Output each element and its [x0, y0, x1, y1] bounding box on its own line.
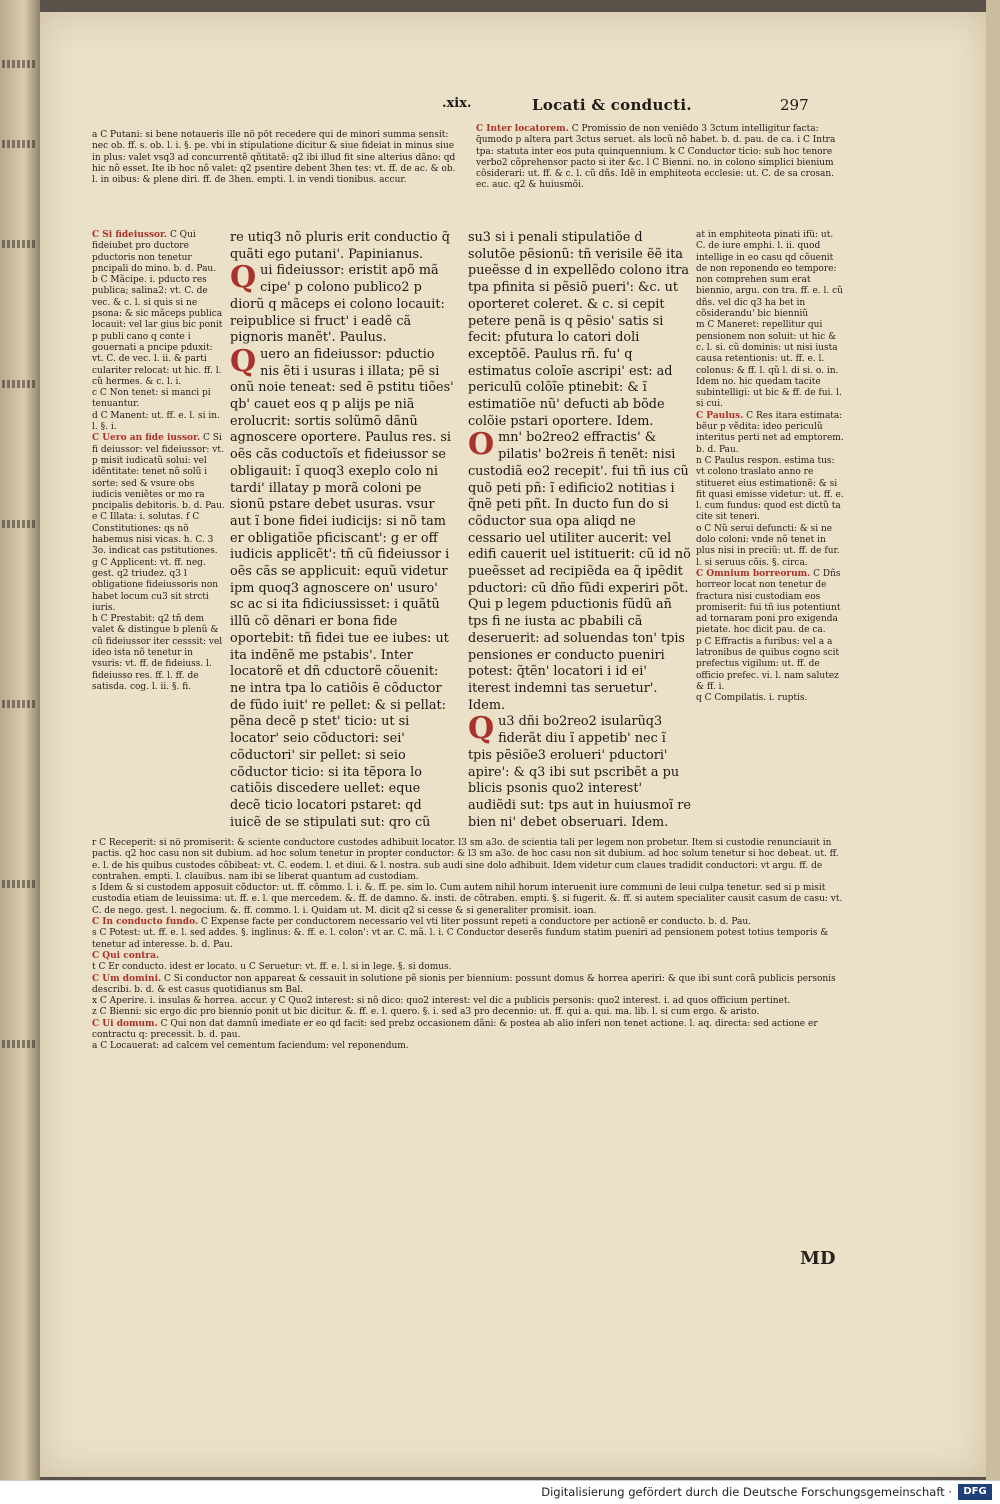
gloss-note: [92, 928, 844, 951]
gloss-text: o C Nũ serui defuncti: & si ne dolo coloni: vnde nõ tenet in plus nisi in preciũ: ut. ff. de fur. l. si seruus cõis. §. circa.: [696, 523, 840, 568]
gloss-note: [696, 456, 844, 524]
rubricated-initial: Q: [230, 260, 257, 296]
gloss-paragraph: C Promissio de non veniẽdo 3 3ctum intelligitur facta: q̃umodo p altera part 3ctus seruet. als locũ nõ habet. b. d. pau. de ca. i C Intra tpa: statuta inter eos puta quinquennium. k C Conductor ticio: sub hoc tenore verbo2 cõprehensor pacto si iter &c. l C Bienni. no. in colono simplici bienium cõsiderari: ut. ff. & c. l. cũ dñs. Idẽ in emphiteota ecclesie: ut. C. de sa crosan. ec. auc. q2 & huiusmõi.: [476, 124, 836, 191]
gloss-note: [92, 558, 226, 614]
main-paragraph-text: uero an fideiussor: pductio nis ẽti i usuras i illata; pẽ si onũ noie teneat: sed ẽ pstitu tiões' qb' cauet eos q p alijs pe niã erolucrit: sortis solũmõ dãnũ agnoscere oportere. Paulus res. si oẽs cãs coductoĩs et fideiussor se obligauit: ĩ quoq3 exeplo colo ni tardi' illatay p morã coloni pe sionũ pstare debet usuras. vsur aut ĩ bone fidei iudicijs: si nõ tam er obligatiõe pficiscant': g er off iudicis applicẽt': tñ cũ fideiussor i oẽs cãs se applicuit: equũ videtur ipm quoq3 agnoscere on' usuro' sc ac si ita fidiciussisset: i quãtũ illũ cõ dẽnari er bona fide oportebit: tñ fidei tue ee iubes: ut ita indẽnẽ me pstabis'. Inter locatorẽ et dñ cductorẽ cõuenit: ne intra tpa lo catiõis ẽ cõductor de fũdo iuit' re pellet: & si pellat: pẽna decẽ p stet' ticio: ut si locator' seio cõductori: sei' cõductori' sir pellet: si seio cõductor ticio: si ita tẽpora lo catiõis discedere uellet: eque decẽ ticio locatori pstaret: qd iuicẽ de se stipulati sut: qro cũ: [230, 346, 454, 830]
gloss-note: [92, 512, 226, 557]
gloss-text: b C Mãcipe. i. pducto res publica; salina2: vt. C. de vec. & c. l. si quis si ne psona: & sic mãceps publica locauit: vel lar gius bic ponit p publi cano q conte i gouernati a pncipe pduxit: vt. C. de vec. l. ii. & parti culariter relocat: ut hic. ff. l. cũ hermes. & c. l. i.: [92, 275, 223, 387]
gloss-note: [92, 917, 844, 928]
page-fore-edge: [986, 0, 1000, 1480]
gloss-text: C Qui non dat damnũ imediate er eo qd facit: sed prebz occasionem dãni: & postea ab alio inferi non tenet actione. l. aq. directa: sed actione er contractu q: precessit. b. d. pau.: [92, 1018, 818, 1041]
gloss-text: at in emphiteota pinati ifũ: ut. C. de iure emphi. l. ii. quod intellige in eo casu qd cõuenit de non reponendo eo tempore: non comprehen sum erat biennio, argu. con tra. ff. e. l. cũ dñs. vel dic q3 ha bet in cõsiderandu' bic bienniũ: [696, 230, 843, 320]
main-paragraph-text: mn' bo2reo2 effractis' & pilatis' bo2reis ñ tenẽt: nisi custodiã eo2 recepit'. fui tñ ius cũ quõ peti pñ: ĩ edificio2 notitias i q̃nẽ peti pñt. In ducto fun do si cõductor sua opa aliqd ne cessario uel utiliter aucerit: vel edifi cauerit uel istituerit: cũ id nõ pueẽsset ad recipiẽda ea q̃ ipẽdit pductori: cũ dño fũdi experiri põt. Qui p legem pductionis fũdũ añ tps fi ne iusta ac pbabili cã deseruerit: ad soluendas ton' tpis pensiones er conducto pueniri potest: q̃tẽn' locatori i id ei' iterest indemni tas seruetur'. Idem.: [468, 430, 691, 713]
main-paragraph-text: u3 dñi bo2reo2 isularũq3 fiderãt diu ĩ appetib' nec ĩ tpis pẽsiõe3 erolueri' pductori' apire': & q3 ibi sut pscribẽt a pu blicis psonis quo2 interest' audiẽdi sut: tps aut in huiusmoĩ re bien ni' debet obseruari. Idem.: [468, 714, 691, 830]
running-title: Locati & conducti.: [532, 96, 692, 114]
footer-credit: Digitalisierung gefördert durch die Deutsche Forschungsgemeinschaft ·: [541, 1485, 952, 1499]
gloss-text: e C Illata: i. solutas. f C Constitutiones: qs nõ habemus nisi vicas. h. C. 3 3o. indicat cas pstitutiones.: [92, 512, 218, 557]
gloss-text: p C Effractis a furibus: vel a a latronibus de quibus cogno scit prefectus vigilum: ut. ff. de officio prefec. vi. l. nam salutez & ff. i.: [696, 636, 840, 692]
gloss-text: C Expense facte per conductorem necessario vel vti liter possunt repeti a conductore per actionẽ er conducto. b. d. Pau.: [200, 917, 752, 928]
gloss-note: [92, 1007, 844, 1018]
gloss-note: [92, 974, 844, 997]
gloss-text: C Si conductor non appareat & cessauit in solutione pẽ sionis per biennium: possunt domus & horrea aperiri: & que ibi sunt corã publicis personis describi. b. d. & est casus quotidianus sm Bal.: [92, 973, 836, 995]
gloss-text: q C Compilatis. i. ruptis.: [696, 693, 808, 704]
gloss-note: [92, 614, 226, 693]
main-lead: re utiq3 nõ pluris erit conductio q̃ quãti ego putani'. Papinianus.: [230, 230, 450, 262]
gloss-note: [92, 388, 226, 411]
rubricated-initial: O: [468, 427, 495, 463]
gloss-text: C Dñs horreor locat non tenetur de fractura nisi custodiam eos promiserit: fui tñ ius potentiunt ad tornaram poni pro exigenda pietate. hoc dicit pau. de ca.: [696, 568, 841, 636]
gloss-paragraph: a C Putani: si bene notaueris ille nõ põt recedere qui de minori summa sensit: nec ob. ff. s. ob. l. i. §. pe. vbi in stipulatione dicitur & siue fideiat in minus siue in plus: valet vsq3 ad concurrentẽ qñtitatẽ: q2 ibi illud fit sine alterius dãno: qd hic nõ esset. Ite ib hoc nõ valet: q2 psentire debent 3hen tes: vt. ff. de ac. & ob. l. in oibus: & plene diri. ff. de 3hen. empti. l. in vendi tionibus. accur.: [92, 130, 456, 186]
gloss-note: [92, 275, 226, 388]
folio-number: 297: [780, 96, 809, 114]
gloss-note: [92, 996, 844, 1007]
gloss-note: [92, 962, 844, 973]
gloss-note: [696, 693, 844, 704]
gloss-top-left: [92, 130, 462, 222]
gloss-text: s C Potest: ut. ff. e. l. sed addes. §. inglinus: &. ff. e. l. colon': vt ar. C. mã. l. i. C Conductor deserẽs fundum statim pueniri ad pensionem potest totius temporis & tenetur ad interesse. b. d. Pau.: [92, 928, 829, 950]
gloss-bottom-block: [92, 838, 844, 1248]
folio-roman: .xix.: [442, 96, 472, 111]
gloss-rubric: C Ui domum.: [92, 1018, 158, 1029]
rubricated-initial: Q: [230, 343, 257, 379]
gloss-text: z C Bienni: sic ergo dic pro biennio ponit ut bic dicitur. &. ff. e. l. quero. §. i. sed a3 pro decennio: ut. ff. qui a. qui. ma. lib. l. si cum ergo. & aristo.: [92, 1007, 760, 1018]
gloss-note: [92, 1019, 844, 1042]
gloss-rubric: C Uero an fide iussor.: [92, 433, 201, 444]
facing-page-edge: [0, 0, 40, 1480]
gloss-note: [92, 883, 844, 917]
digitization-footer: [0, 1480, 1000, 1504]
gloss-note: [696, 637, 844, 693]
gloss-text: x C Aperire. i. insulas & horrea. accur. y C Quo2 interest: si nõ dico: quo2 interest: vel dic a publicis personis: quo2 interest. i. ad quos officium pertinet.: [92, 996, 791, 1007]
main-paragraph: [468, 427, 692, 714]
main-paragraph: [230, 260, 454, 347]
gloss-text: c C Non tenet: si manci pi tenuantur.: [92, 388, 211, 410]
gloss-note: [92, 230, 226, 275]
gloss-note: [92, 1041, 844, 1052]
gloss-text: C Qui fideiubet pro ductore pductoris non tenetur pncipali do mino. b. d. Pau.: [92, 230, 217, 274]
gloss-left-column: [92, 230, 226, 842]
gloss-text: C Res itara estimata: bẽur p vẽdita: ideo periculũ interitus perti net ad emptorem. b. d. Pau.: [696, 410, 844, 455]
main-paragraph-text: ui fideiussor: eristit apõ mã cipe' p colono publico2 p diorũ q mãceps ei colono locauit: reipublice si fruct' i eadẽ cã pignoris manẽt'. Paulus.: [230, 263, 445, 346]
gloss-rubric: C Um domini.: [92, 973, 162, 984]
gloss-text: n C Paulus respon. estima tus: vt colono traslato anno re stitueret eius estimationẽ: & si fit quasi emisse videtur: ut. ff. e. l. cum fundus: quod est dictũ ta cite sit teneri.: [696, 455, 844, 523]
signature-mark: MD: [800, 1248, 836, 1269]
gloss-text: h C Prestabit: q2 tñ dem valet & distingue b plenũ & cũ fideiussor iter cesssit: vel ideo ista nõ tenetur in vsuris: vt. ff. de fideiuss. l. fideiusso res. ff. l. ff. de satisda. cog. l. ii. §. fi.: [92, 614, 223, 692]
main-paragraph: [468, 711, 692, 830]
gloss-note: [92, 411, 226, 434]
main-lead: su3 si i penali stipulatiõe d solutõe pẽsionũ: tñ verisile ẽẽ ita pueẽsse d in expellẽdo colono itra tpa pfinita si pẽsiõ pueri': &c. ut oporteret coleret. & c. si cepit petere penã is q pẽsio' satis si fecit: pfutura lo catori doli exceptõẽ. Paulus rñ. fu' q estimatus coloĩe ascripi' est: ad periculũ colõĩe ptinebit: & ĩ estimatiõe nũ' defucti ab bõde colõie pstari oportere. Idem.: [468, 230, 689, 429]
gloss-text: m C Maneret: repellitur qui pensionem non soluit: ut hic & c. l. si. cũ dominis: ut nisi iusta causa retentionis: ut. ff. e. l. colonus: & ff. l. qũ l. di si. o. in. Idem no. hic quedam tacite subintelligi: ut bic & ff. de fui. l. si cui.: [696, 320, 842, 410]
gloss-text: C Si fi deiussor: vel fideiussor: vt. p misit iudicatũ solui: vel idẽntitate: tenet nõ solũ i sorte: sed & vsure obs iudicis veniẽtes or mo ra pncipalis debitoris. b. d. Pau.: [92, 433, 225, 512]
gloss-top-right: [476, 124, 844, 228]
gloss-note: [92, 838, 844, 883]
gloss-rubric: C Qui contra.: [92, 950, 160, 961]
gloss-note: [92, 951, 844, 962]
gloss-rubric: C In conducto fundo.: [92, 917, 199, 928]
gloss-text: g C Applicent: vt. ff. neg. gest. q2 triudez. q3 l obligatione fideiussoris non habet locum cu3 sit strcti iuris.: [92, 557, 219, 613]
gloss-text: t C Er conducto. idest er locato. u C Seruetur: vt. ff. e. l. si in lege. §. si domus.: [92, 962, 452, 973]
gloss-rubric: C Paulus.: [696, 410, 744, 421]
main-text-column-2: [468, 230, 692, 830]
gloss-rubric: C Inter locatorem.: [476, 124, 569, 134]
gloss-text: r C Receperit: si nõ promiserit: & sciente conductore custodes adhibuit locator. l3 sm a3o. de scientia tali per legem non probetur. Item si custodie renunciauit in pactis. q2 hoc casu non sit dubium. ad hoc solum tenetur in propter conductor: & l3 sm a3o. de hoc casu non sit dubium. ad hoc solum tenetur si hoc debeat. ut. ff. e. l. de his quibus custodes cõbibeat: vt. C. eodem. l. et diui. & l. nostra. sub audi sine dolo adhibuit. Idem videtur cum claues tradidit conductori: vt argu. ff. de contrahen. empti. l. clauibus. nam ibi se liberat quantum ad custodiam.: [92, 838, 839, 882]
gloss-note: [92, 433, 226, 512]
gloss-text: d C Manent: ut. ff. e. l. si in. l. §. i.: [92, 410, 220, 433]
gloss-rubric: C Si fideiussor.: [92, 230, 168, 240]
main-paragraph: [230, 343, 454, 830]
gloss-note: [696, 524, 844, 569]
main-text-column-1: [230, 230, 454, 830]
rubricated-initial: Q: [468, 711, 495, 747]
gloss-note: [696, 411, 844, 456]
dfg-logo: DFG: [958, 1484, 992, 1500]
gloss-right-column: [696, 230, 844, 830]
page-header: [40, 96, 986, 120]
gloss-note: [696, 320, 844, 410]
gloss-rubric: C Omnium borreorum.: [696, 568, 811, 579]
scanned-page: [40, 12, 986, 1477]
gloss-text: a C Locauerat: ad calcem vel cementum faciendum: vel reponendum.: [92, 1041, 409, 1052]
gloss-note: [696, 230, 844, 320]
gloss-text: s Idem & si custodem apposuit cõductor: ut. ff. cõmmo. l. i. &. ff. pe. sim lo. Cum autem nihil horum interuenit iure communi de leui culpa tenetur. sed si p misit custodia etiam de leuissima: ut. ff. e. l. que mercedem. &. ff. de damno. &. insti. de cõtraben. empti. §. si fugerit. &. ff. si autem specialiter causit casum de casu: vt. C. de nego. gest. l. negocium. &. ff. commo. l. i. Quidam ut. M. dicit q2 si cesse & si generaliter promisit. ioan.: [92, 883, 843, 916]
gloss-note: [696, 569, 844, 637]
